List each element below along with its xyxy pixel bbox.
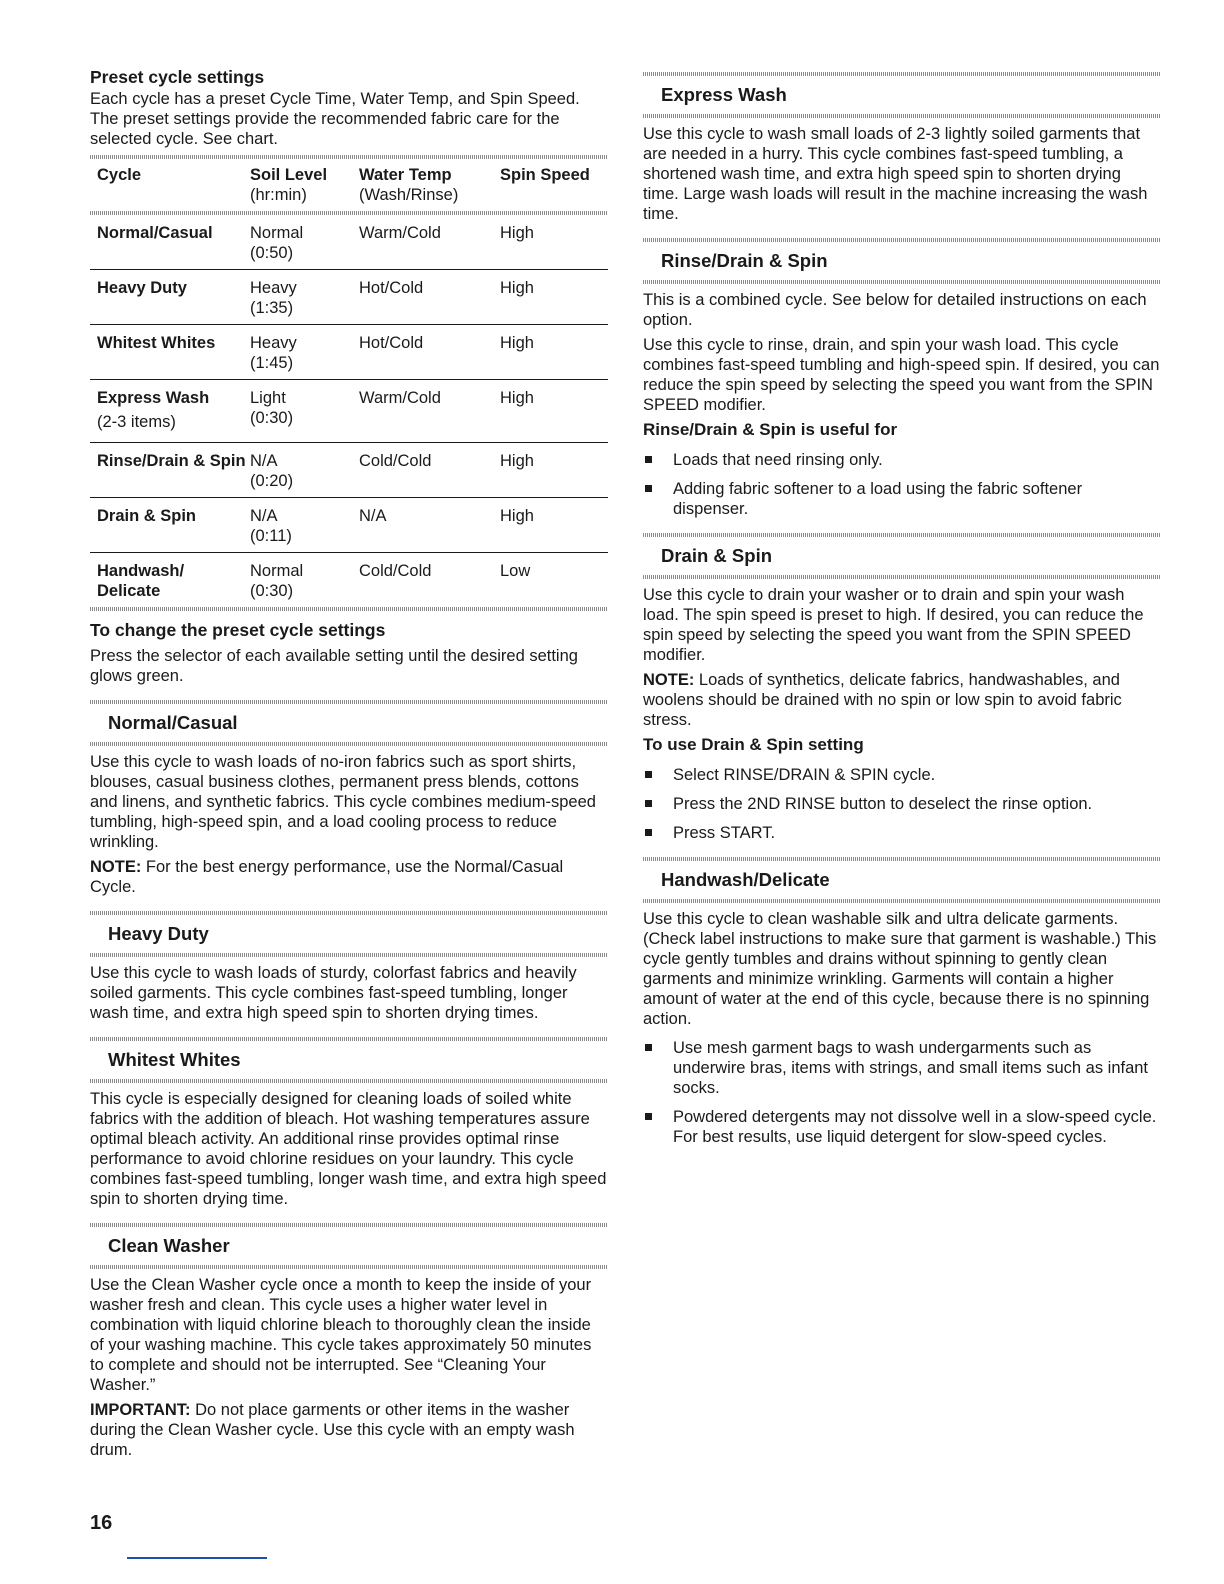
rinse-bullet-list xyxy=(643,450,1161,519)
heavy-heading: Heavy Duty xyxy=(108,923,209,944)
handwash-bullet-list xyxy=(643,1038,1161,1147)
clean-heading: Clean Washer xyxy=(108,1235,230,1256)
table-row: Whitest Whites Heavy (1:45) Hot/Cold High xyxy=(90,325,608,380)
drain-note: NOTE: Loads of synthetics, delicate fabrics, handwashables, and woolens should be drained with no spin or low spin to avoid fabric stress. xyxy=(643,671,1122,729)
drain-bullet-list xyxy=(643,765,1161,843)
right-column xyxy=(643,72,1161,1147)
list-item: Press START. xyxy=(643,823,1161,843)
footer-link-line xyxy=(127,1557,267,1559)
change-heading: To change the preset cycle settings xyxy=(90,620,386,640)
change-text: Press the selector of each available setting until the desired setting glows green. xyxy=(90,647,578,685)
drain-heading: Drain & Spin xyxy=(661,545,773,566)
left-column xyxy=(90,66,608,1460)
list-item: Press the 2ND RINSE button to deselect the rinse option. xyxy=(643,794,1161,814)
whites-heading: Whitest Whites xyxy=(108,1049,241,1070)
handwash-text: Use this cycle to clean washable silk and ultra delicate garments. (Check label instructions to make sure that garment is washable.) This cycle gently tumbles and drains without spinning to gently clean garments and minimize wrinkling. Garments will contain a higher amount of water at the end of this cycle, because there is no spinning action. xyxy=(643,910,1157,1028)
preset-intro: Each cycle has a preset Cycle Time, Water Temp, and Spin Speed. The preset settings provide the recommended fabric care for the selected cycle. See chart. xyxy=(90,90,580,148)
col-header-soil: Soil Level (hr:min) xyxy=(250,166,328,204)
express-heading: Express Wash xyxy=(661,84,787,105)
normal-text: Use this cycle to wash loads of no-iron fabrics such as sport shirts, blouses, casual business clothes, permanent press blends, cottons and linens, and synthetic fabrics. This cycle combines medium-speed tumbling, high-speed spin, and a load cooling process to reduce wrinkling. xyxy=(90,753,596,851)
clean-text: Use the Clean Washer cycle once a month to keep the inside of your washer fresh and clean. This cycle uses a higher water level in combination with liquid chlorine bleach to thoroughly clean the inside of your washing machine. This cycle takes approximately 50 minutes to complete and should not be interrupted. See “Cleaning Your Washer.” xyxy=(90,1276,592,1394)
rinse-useful-heading: Rinse/Drain & Spin is useful for xyxy=(643,420,898,439)
normal-heading: Normal/Casual xyxy=(108,712,238,733)
normal-note: NOTE: For the best energy performance, use the Normal/Casual Cycle. xyxy=(90,858,564,896)
table-header-row xyxy=(90,159,608,211)
table-row: Rinse/Drain & Spin N/A (0:20) Cold/Cold High xyxy=(90,443,608,498)
table-row: Express Wash (2-3 items) Light (0:30) Warm/Cold High xyxy=(90,380,608,443)
list-item: Select RINSE/DRAIN & SPIN cycle. xyxy=(643,765,1161,785)
rinse-text-1: This is a combined cycle. See below for detailed instructions on each option. xyxy=(643,291,1147,329)
rinse-heading: Rinse/Drain & Spin xyxy=(661,250,828,271)
whites-text: This cycle is especially designed for cleaning loads of soiled white fabrics with the addition of bleach. Hot washing temperatures assure optimal bleach activity. An additional rinse provides optimal rinse performance to avoid chlorine residues on your laundry. This cycle combines fast-speed tumbling, longer wash time, and extra high speed spin to shorten drying time. xyxy=(90,1090,607,1208)
list-item: Use mesh garment bags to wash undergarments such as underwire bras, items with strings, and small items such as infant socks. xyxy=(643,1038,1161,1098)
table-row: Drain & Spin N/A (0:11) N/A High xyxy=(90,498,608,553)
list-item: Powdered detergents may not dissolve well in a slow-speed cycle. For best results, use liquid detergent for slow-speed cycles. xyxy=(643,1107,1161,1147)
list-item: Adding fabric softener to a load using the fabric softener dispenser. xyxy=(643,479,1161,519)
list-item: Loads that need rinsing only. xyxy=(643,450,1161,470)
drain-use-heading: To use Drain & Spin setting xyxy=(643,735,864,754)
heavy-text: Use this cycle to wash loads of sturdy, colorfast fabrics and heavily soiled garments. This cycle combines fast-speed tumbling, longer wash time, and extra high speed spin to shorten drying times. xyxy=(90,964,577,1022)
table-row: Normal/Casual Normal (0:50) Warm/Cold High xyxy=(90,215,608,270)
col-header-spin: Spin Speed xyxy=(500,166,590,184)
handwash-heading: Handwash/Delicate xyxy=(661,869,830,890)
cycle-settings-table xyxy=(90,159,608,607)
table-row: Handwash/ Delicate Normal (0:30) Cold/Cold Low xyxy=(97,562,531,600)
page-number: 16 xyxy=(90,1512,113,1534)
rinse-text-2: Use this cycle to rinse, drain, and spin your wash load. This cycle combines fast-speed tumbling and high-speed spin. If desired, you can reduce the spin speed by selecting the speed you want from the SPIN SPEED modifier. xyxy=(643,336,1160,414)
preset-heading: Preset cycle settings xyxy=(90,67,265,87)
express-text: Use this cycle to wash small loads of 2-3 lightly soiled garments that are needed in a hurry. This cycle combines fast-speed tumbling, a shortened wash time, and extra high speed spin to shorten drying time. Large wash loads will result in the machine increasing the wash time. xyxy=(643,125,1148,223)
clean-important: IMPORTANT: Do not place garments or other items in the washer during the Clean Washer cycle. Use this cycle with an empty wash drum. xyxy=(90,1401,575,1459)
drain-text: Use this cycle to drain your washer or to drain and spin your wash load. The spin speed is preset to high. If desired, you can reduce the spin speed by selecting the speed you want from the SPIN SPEED modifier. xyxy=(643,586,1144,664)
table-row: Heavy Duty Heavy (1:35) Hot/Cold High xyxy=(90,270,608,325)
col-header-temp: Water Temp (Wash/Rinse) xyxy=(359,166,459,204)
col-header-cycle: Cycle xyxy=(97,166,142,184)
